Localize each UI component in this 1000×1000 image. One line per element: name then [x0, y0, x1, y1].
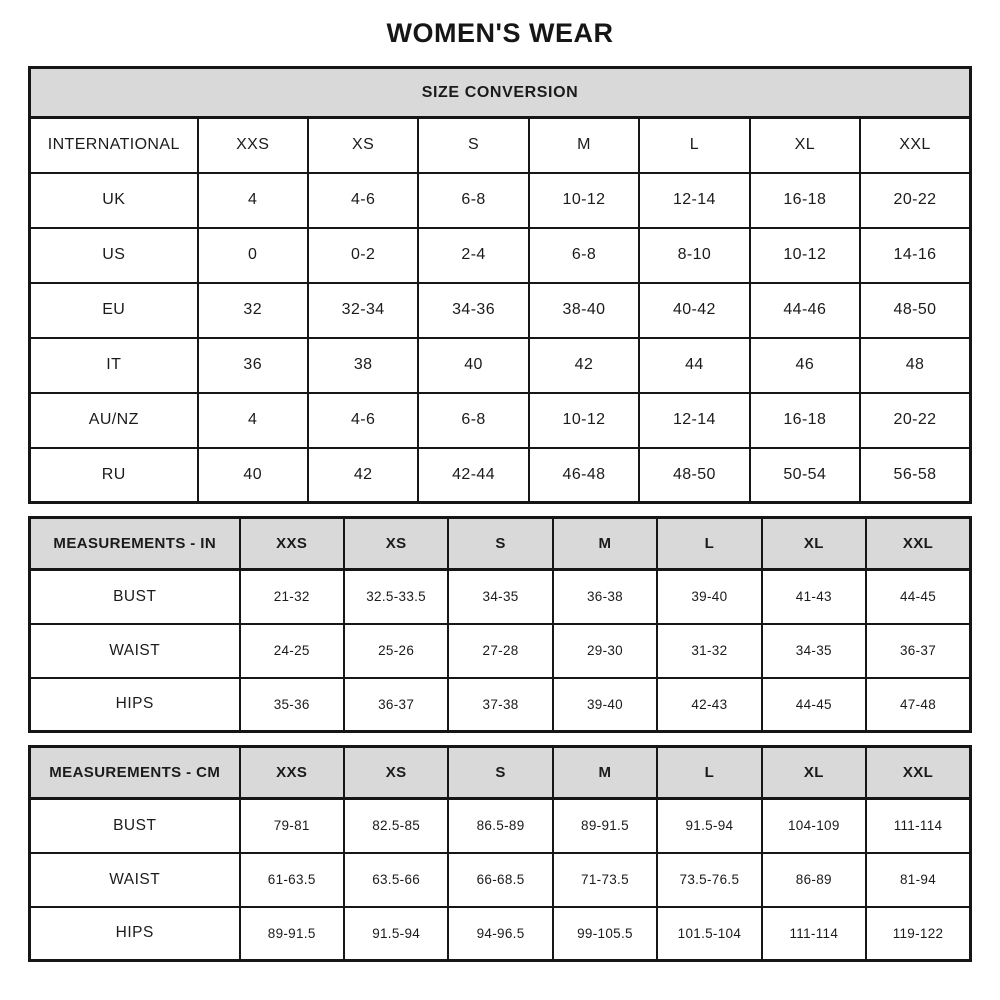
row-label: WAIST — [30, 624, 240, 678]
row-label: AU/NZ — [30, 393, 198, 448]
table-cell: 0 — [198, 228, 308, 283]
table-cell: 41-43 — [762, 570, 866, 624]
table-cell: 61-63.5 — [240, 853, 344, 907]
header-row — [30, 518, 971, 570]
table-cell: 12-14 — [639, 173, 749, 228]
table-banner: SIZE CONVERSION — [30, 68, 971, 118]
measurements-in-table — [28, 516, 972, 733]
table-cell: 46-48 — [529, 448, 639, 503]
table-cell: 48-50 — [639, 448, 749, 503]
table-cell: 86.5-89 — [448, 799, 552, 853]
table-cell: 21-32 — [240, 570, 344, 624]
table-row — [30, 678, 971, 732]
size-column-header: XS — [308, 118, 418, 173]
table-cell: 44-45 — [866, 570, 970, 624]
table-cell: 6-8 — [418, 393, 528, 448]
table-cell: 14-16 — [860, 228, 970, 283]
table-cell: 89-91.5 — [240, 907, 344, 961]
table-cell: 25-26 — [344, 624, 448, 678]
table-row — [30, 283, 971, 338]
table-cell: 20-22 — [860, 393, 970, 448]
table-cell: 81-94 — [866, 853, 970, 907]
page-title: WOMEN'S WEAR — [386, 18, 614, 48]
row-label: US — [30, 228, 198, 283]
measurements-cm-table — [28, 745, 972, 962]
table-cell: 86-89 — [762, 853, 866, 907]
row-label: UK — [30, 173, 198, 228]
row-label: HIPS — [30, 678, 240, 732]
table-cell: 50-54 — [750, 448, 860, 503]
size-column-header: M — [553, 747, 657, 799]
table-cell: 79-81 — [240, 799, 344, 853]
table-cell: 39-40 — [553, 678, 657, 732]
table-row — [30, 228, 971, 283]
size-column-header: XS — [344, 747, 448, 799]
table-cell: 104-109 — [762, 799, 866, 853]
row-label: BUST — [30, 570, 240, 624]
size-column-header: XXS — [198, 118, 308, 173]
size-column-header: L — [657, 518, 761, 570]
size-column-header: XL — [762, 747, 866, 799]
table-cell: 36 — [198, 338, 308, 393]
table-cell: 42 — [308, 448, 418, 503]
table-cell: 44-46 — [750, 283, 860, 338]
table-row — [30, 624, 971, 678]
row-label: HIPS — [30, 907, 240, 961]
table-cell: 38-40 — [529, 283, 639, 338]
table-cell: 24-25 — [240, 624, 344, 678]
table-cell: 119-122 — [866, 907, 970, 961]
header-label: MEASUREMENTS - IN — [30, 518, 240, 570]
table-cell: 0-2 — [308, 228, 418, 283]
table-row — [30, 173, 971, 228]
table-cell: 111-114 — [762, 907, 866, 961]
table-cell: 42-44 — [418, 448, 528, 503]
table-cell: 91.5-94 — [657, 799, 761, 853]
size-column-header: S — [448, 747, 552, 799]
row-label: WAIST — [30, 853, 240, 907]
table-cell: 40 — [198, 448, 308, 503]
table-cell: 29-30 — [553, 624, 657, 678]
size-column-header: XXL — [860, 118, 970, 173]
size-column-header: L — [639, 118, 749, 173]
size-column-header: M — [553, 518, 657, 570]
table-cell: 38 — [308, 338, 418, 393]
table-cell: 63.5-66 — [344, 853, 448, 907]
table-cell: 34-35 — [762, 624, 866, 678]
table-cell: 36-37 — [866, 624, 970, 678]
table-cell: 37-38 — [448, 678, 552, 732]
table-cell: 32.5-33.5 — [344, 570, 448, 624]
table-cell: 4-6 — [308, 173, 418, 228]
size-column-header: XL — [750, 118, 860, 173]
table-cell: 36-37 — [344, 678, 448, 732]
table-cell: 82.5-85 — [344, 799, 448, 853]
table-cell: 6-8 — [529, 228, 639, 283]
size-conversion-table — [28, 66, 972, 504]
table-cell: 32-34 — [308, 283, 418, 338]
table-cell: 44-45 — [762, 678, 866, 732]
table-cell: 10-12 — [750, 228, 860, 283]
table-cell: 94-96.5 — [448, 907, 552, 961]
row-label: BUST — [30, 799, 240, 853]
table-cell: 40 — [418, 338, 528, 393]
size-column-header: XXL — [866, 747, 970, 799]
table-cell: 46 — [750, 338, 860, 393]
header-row — [30, 118, 971, 173]
table-cell: 71-73.5 — [553, 853, 657, 907]
row-label: RU — [30, 448, 198, 503]
table-cell: 73.5-76.5 — [657, 853, 761, 907]
size-column-header: M — [529, 118, 639, 173]
size-column-header: L — [657, 747, 761, 799]
table-cell: 42 — [529, 338, 639, 393]
table-cell: 47-48 — [866, 678, 970, 732]
header-row — [30, 747, 971, 799]
table-cell: 4 — [198, 393, 308, 448]
table-cell: 16-18 — [750, 393, 860, 448]
row-label: IT — [30, 338, 198, 393]
table-cell: 20-22 — [860, 173, 970, 228]
table-cell: 10-12 — [529, 173, 639, 228]
table-cell: 36-38 — [553, 570, 657, 624]
table-cell: 39-40 — [657, 570, 761, 624]
table-row — [30, 338, 971, 393]
table-cell: 56-58 — [860, 448, 970, 503]
header-label: INTERNATIONAL — [30, 118, 198, 173]
table-cell: 111-114 — [866, 799, 970, 853]
table-cell: 35-36 — [240, 678, 344, 732]
table-cell: 91.5-94 — [344, 907, 448, 961]
table-cell: 32 — [198, 283, 308, 338]
table-cell: 42-43 — [657, 678, 761, 732]
table-row — [30, 853, 971, 907]
size-column-header: S — [448, 518, 552, 570]
table-row — [30, 393, 971, 448]
table-cell: 12-14 — [639, 393, 749, 448]
table-cell: 48 — [860, 338, 970, 393]
table-row — [30, 799, 971, 853]
table-cell: 40-42 — [639, 283, 749, 338]
table-cell: 34-35 — [448, 570, 552, 624]
size-column-header: XXL — [866, 518, 970, 570]
table-cell: 6-8 — [418, 173, 528, 228]
table-cell: 34-36 — [418, 283, 528, 338]
table-row — [30, 570, 971, 624]
table-cell: 31-32 — [657, 624, 761, 678]
table-cell: 10-12 — [529, 393, 639, 448]
table-cell: 16-18 — [750, 173, 860, 228]
table-cell: 66-68.5 — [448, 853, 552, 907]
banner-row — [30, 68, 971, 118]
table-cell: 4-6 — [308, 393, 418, 448]
size-column-header: S — [418, 118, 528, 173]
size-column-header: XL — [762, 518, 866, 570]
table-cell: 2-4 — [418, 228, 528, 283]
table-row — [30, 907, 971, 961]
table-row — [30, 448, 971, 503]
table-cell: 101.5-104 — [657, 907, 761, 961]
size-column-header: XXS — [240, 747, 344, 799]
size-column-header: XS — [344, 518, 448, 570]
table-cell: 99-105.5 — [553, 907, 657, 961]
table-cell: 89-91.5 — [553, 799, 657, 853]
table-cell: 48-50 — [860, 283, 970, 338]
header-label: MEASUREMENTS - CM — [30, 747, 240, 799]
table-cell: 44 — [639, 338, 749, 393]
table-cell: 8-10 — [639, 228, 749, 283]
table-cell: 27-28 — [448, 624, 552, 678]
size-column-header: XXS — [240, 518, 344, 570]
row-label: EU — [30, 283, 198, 338]
table-cell: 4 — [198, 173, 308, 228]
